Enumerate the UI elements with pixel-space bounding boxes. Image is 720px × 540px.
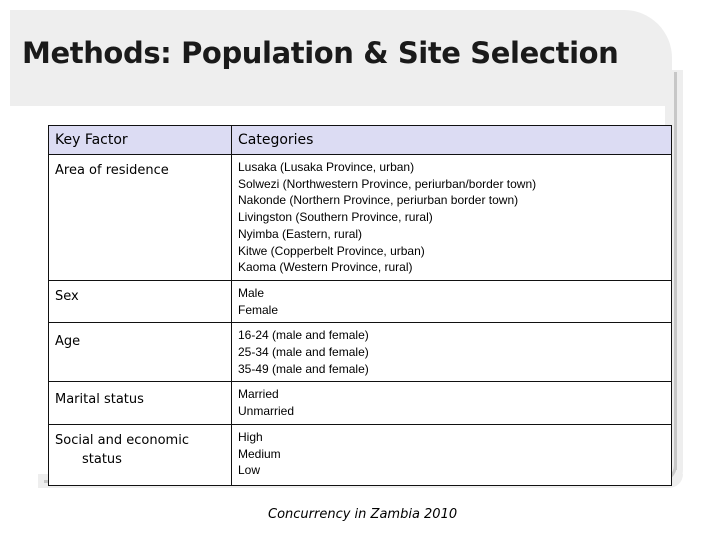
- category-item: Solwezi (Northwestern Province, periurban/border town): [238, 176, 537, 191]
- factor-age: Age: [49, 323, 232, 382]
- frame-right-line: [674, 72, 677, 470]
- category-item: Livingston (Southern Province, rural): [238, 210, 433, 225]
- factor-label-line: status: [82, 452, 122, 468]
- table-row: [49, 424, 672, 485]
- category-item: Medium: [238, 446, 281, 461]
- table-row: [49, 323, 672, 382]
- slide-title: Methods: Population & Site Selection: [22, 36, 619, 70]
- category-item: 35-49 (male and female): [238, 361, 369, 376]
- categories-marital-status: [232, 382, 672, 424]
- category-item: 16-24 (male and female): [238, 328, 369, 343]
- category-item: Married: [238, 387, 279, 402]
- table-header-row: [49, 126, 672, 155]
- factor-sex: Sex: [49, 280, 232, 322]
- category-item: Lusaka (Lusaka Province, urban): [238, 160, 415, 174]
- category-item: Kaoma (Western Province, rural): [238, 260, 413, 275]
- category-item: Nyimba (Eastern, rural): [238, 226, 363, 241]
- table-row: [49, 280, 672, 322]
- header-key-factor: Key Factor: [49, 126, 232, 155]
- category-item: 25-34 (male and female): [238, 345, 369, 360]
- factor-social-economic-status: [49, 424, 232, 485]
- header-categories: Categories: [232, 126, 672, 155]
- categories-area-of-residence: [232, 155, 672, 281]
- category-item: Unmarried: [238, 404, 295, 419]
- category-item: Female: [238, 302, 279, 317]
- categories-social-economic-status: [232, 424, 672, 485]
- slide-footer: Concurrency in Zambia 2010: [268, 507, 458, 522]
- category-item: Male: [238, 285, 265, 300]
- categories-sex: [232, 280, 672, 322]
- category-item: High: [238, 429, 263, 444]
- key-factors-table: [48, 125, 672, 486]
- table-row: [49, 155, 672, 281]
- category-item: Kitwe (Copperbelt Province, urban): [238, 243, 425, 258]
- table-row: [49, 382, 672, 424]
- categories-age: [232, 323, 672, 382]
- category-item: Low: [238, 463, 261, 478]
- factor-label-line: Social and economic: [55, 432, 189, 448]
- category-item: Nakonde (Northern Province, periurban border town): [238, 193, 519, 208]
- factor-area-of-residence: Area of residence: [49, 155, 232, 281]
- factor-marital-status: Marital status: [49, 382, 232, 424]
